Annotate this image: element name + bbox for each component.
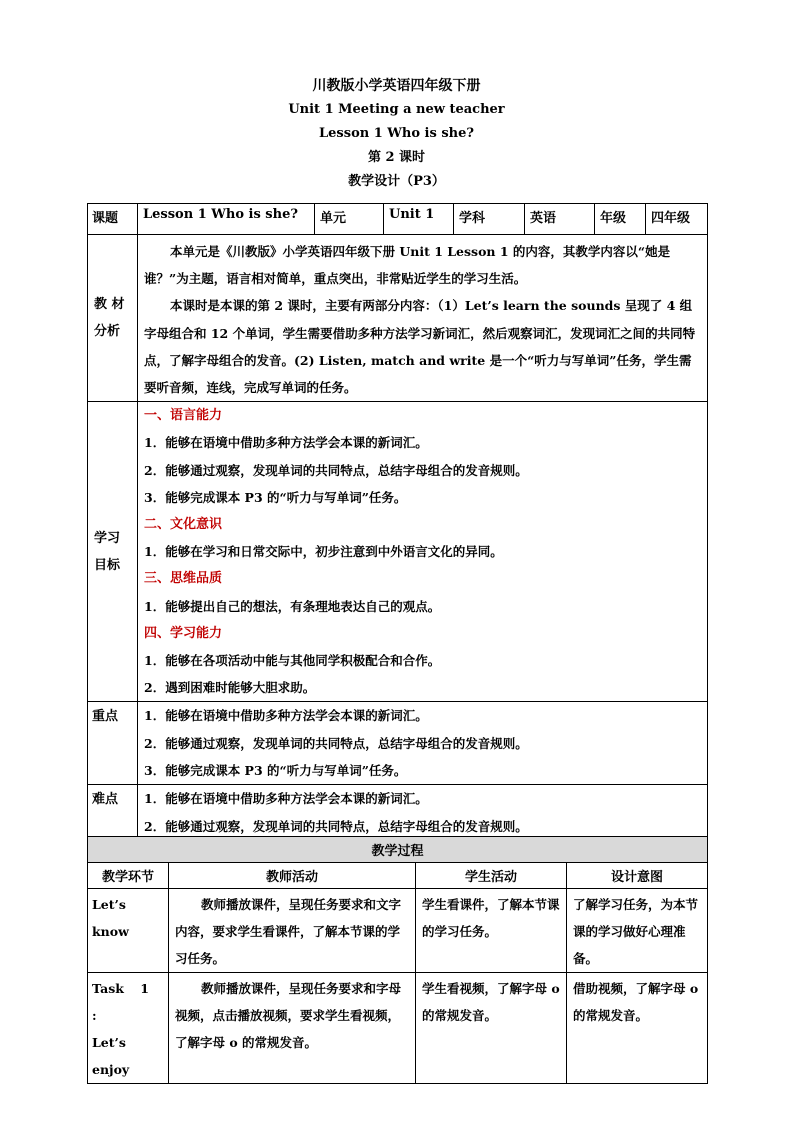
stage-line-1: Task 1 : <box>92 981 149 1023</box>
objective-item: 2．遇到困难时能够大胆求助。 <box>144 680 316 696</box>
column-intent: 设计意图 <box>567 863 708 889</box>
objective-item: 3．能够完成课本 P3 的“听力与写单词”任务。 <box>144 489 407 505</box>
process-title-row <box>88 837 708 863</box>
objectives-row <box>88 402 708 702</box>
process-columns-row <box>88 863 708 889</box>
process-stage <box>88 889 169 973</box>
process-row <box>88 973 708 1084</box>
objectives-label <box>88 402 138 702</box>
grade-label: 年级 <box>595 204 646 235</box>
analysis-row <box>88 235 708 402</box>
document-titles <box>0 74 793 194</box>
key-points-row <box>88 702 708 785</box>
column-teacher: 教师活动 <box>169 863 416 889</box>
objective-item: 1．能够在学习和日常交际中，初步注意到中外语言文化的异同。 <box>144 544 503 560</box>
difficult-point-item: 1．能够在语境中借助多种方法学会本课的新词汇。 <box>144 791 428 807</box>
objectives-label-line1: 学习 <box>94 530 121 546</box>
difficult-points-content <box>138 785 708 840</box>
analysis-label-line2: 分析 <box>94 324 121 340</box>
objective-item: 1．能够在语境中借助多种方法学会本课的新词汇。 <box>144 435 428 451</box>
objective-heading-learning: 四、学习能力 <box>144 625 223 641</box>
process-intent: 了解学习任务，为本节课的学习做好心理准备。 <box>567 889 708 973</box>
difficult-points-row <box>88 785 708 840</box>
unit-label: 单元 <box>315 204 384 235</box>
difficult-point-item: 2．能够通过观察，发现单词的共同特点，总结字母组合的发音规则。 <box>144 818 528 834</box>
title-design: 教学设计（P3） <box>348 174 445 189</box>
process-student: 学生看视频，了解字母 o 的常规发音。 <box>416 973 567 1084</box>
key-point-item: 1．能够在语境中借助多种方法学会本课的新词汇。 <box>144 708 428 724</box>
stage-line-2: Let’s enjoy <box>92 1035 130 1077</box>
key-point-item: 3．能够完成课本 P3 的“听力与写单词”任务。 <box>144 762 407 778</box>
info-header-row <box>88 204 708 235</box>
analysis-label-line1: 教 材 <box>94 297 125 313</box>
key-points-content <box>138 702 708 785</box>
difficult-points-label: 难点 <box>88 785 138 840</box>
objective-item: 1．能够提出自己的想法，有条理地表达自己的观点。 <box>144 598 441 614</box>
subject-value: 英语 <box>525 204 595 235</box>
process-teacher: 教师播放课件，呈现任务要求和文字内容，要求学生看课件，了解本节课的学习任务。 <box>169 889 416 973</box>
process-title: 教学过程 <box>88 837 708 863</box>
column-stage: 教学环节 <box>88 863 169 889</box>
process-student: 学生看课件，了解本节课的学习任务。 <box>416 889 567 973</box>
lesson-info-table <box>87 203 708 841</box>
process-stage <box>88 973 169 1084</box>
analysis-para-1: 本单元是《川教版》小学英语四年级下册 Unit 1 Lesson 1 的内容，其教学内容以“她是谁？”为主题，语言相对简单，重点突出，非常贴近学生的学习生活。 <box>144 244 671 287</box>
title-book: 川教版小学英语四年级下册 <box>312 78 481 94</box>
analysis-para-2: 本课时是本课的第 2 课时，主要有两部分内容：（1）Let’s learn the sounds 呈现了 4 组字母组合和 12 个单词，学生需要借助多种方法学习新词汇，然后观察词汇，发现词汇之间的共同特点，了解字母组合的发音。(2) Listen, match and write 是一个“听力与写单词”任务，学生需要听音频，连线，完成写单词的任务。 <box>144 298 696 396</box>
process-teacher: 教师播放课件，呈现任务要求和字母视频，点击播放视频，要求学生看视频，了解字母 o 的常规发音。 <box>169 973 416 1084</box>
stage-line-1: Let’s know <box>92 897 129 939</box>
analysis-content <box>138 235 708 402</box>
teaching-process-table <box>87 836 708 1084</box>
analysis-label <box>88 235 138 402</box>
key-point-item: 2．能够通过观察，发现单词的共同特点，总结字母组合的发音规则。 <box>144 735 528 751</box>
process-row <box>88 889 708 973</box>
topic-value: Lesson 1 Who is she? <box>138 204 315 235</box>
unit-value: Unit 1 <box>384 204 454 235</box>
objectives-label-line2: 目标 <box>94 557 121 573</box>
objective-item: 2．能够通过观察，发现单词的共同特点，总结字母组合的发音规则。 <box>144 462 528 478</box>
title-lesson: Lesson 1 Who is she? <box>319 126 474 141</box>
objectives-content <box>138 402 708 702</box>
key-points-label: 重点 <box>88 702 138 785</box>
topic-label: 课题 <box>88 204 138 235</box>
title-period: 第 2 课时 <box>367 150 426 165</box>
column-student: 学生活动 <box>416 863 567 889</box>
objective-heading-thinking: 三、思维品质 <box>144 571 223 587</box>
objective-item: 1．能够在各项活动中能与其他同学积极配合和合作。 <box>144 653 441 669</box>
grade-value: 四年级 <box>646 204 708 235</box>
objective-heading-culture: 二、文化意识 <box>144 517 223 533</box>
objective-heading-language: 一、语言能力 <box>144 408 223 424</box>
title-unit: Unit 1 Meeting a new teacher <box>288 102 505 117</box>
subject-label: 学科 <box>454 204 525 235</box>
process-intent: 借助视频，了解字母 o 的常规发音。 <box>567 973 708 1084</box>
